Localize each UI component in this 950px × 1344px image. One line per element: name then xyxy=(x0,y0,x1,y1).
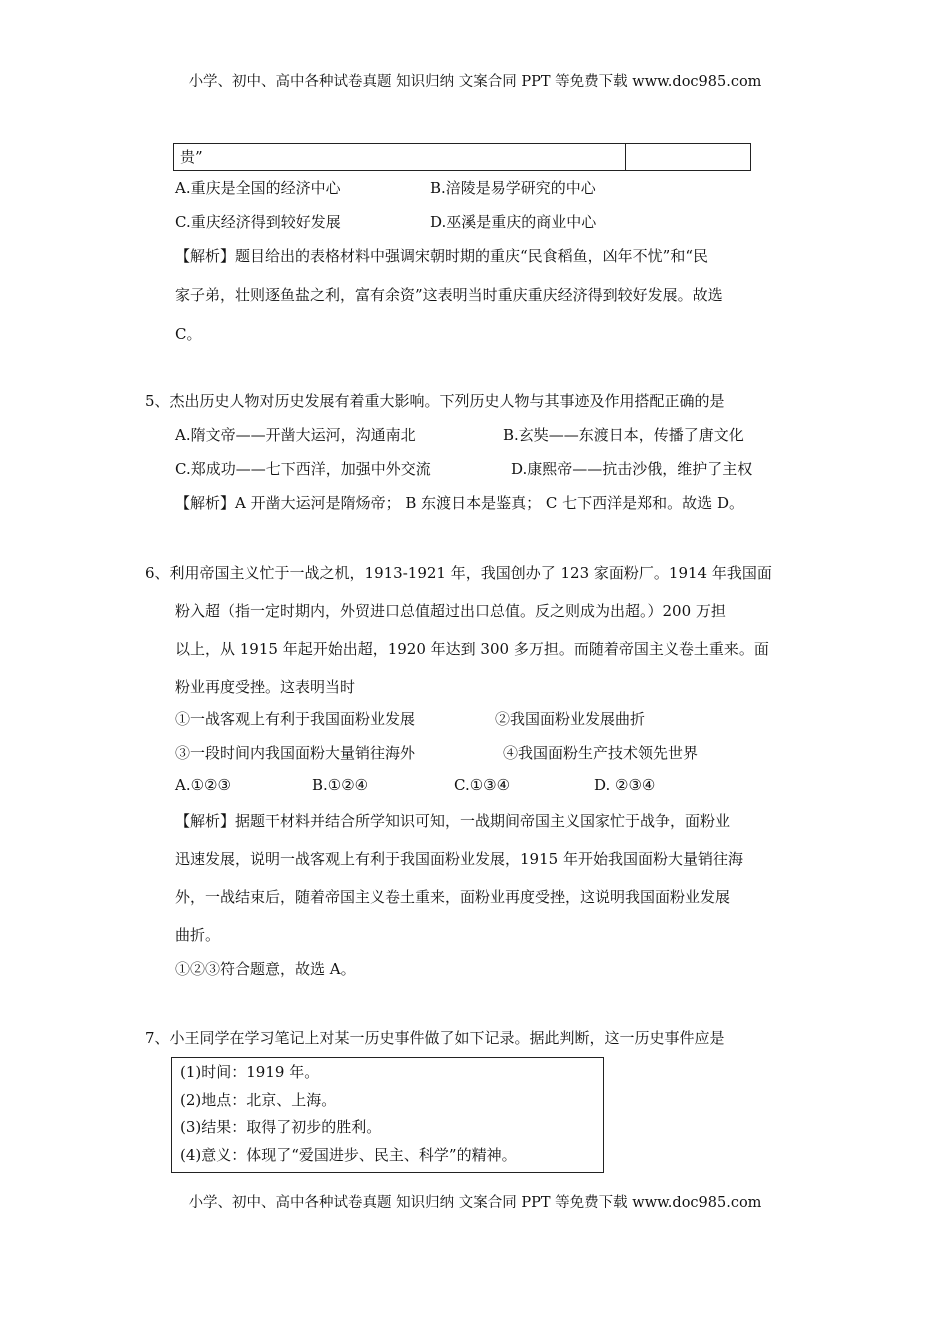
page-footer: 小学、初中、高中各种试卷真题 知识归纳 文案合同 PPT 等免费下载 www.doc985.com xyxy=(188,1195,762,1211)
q7-stem: 7、小王同学在学习笔记上对某一历史事件做了如下记录。据此判断，这一历史事件应是 xyxy=(145,1029,725,1047)
q6-stem-line: 粉入超（指一定时期内，外贸进口总值超过出口总值。反之则成为出超。）200 万担 xyxy=(175,602,726,620)
q5-option-c: C.郑成功——七下西洋，加强中外交流 xyxy=(175,460,431,478)
q7-note: (1)时间：1919 年。 xyxy=(180,1063,320,1081)
q7-note: (4)意义：体现了“爱国进步、民主、科学”的精神。 xyxy=(180,1146,517,1164)
q6-item-2: ②我国面粉业发展曲折 xyxy=(495,710,646,728)
q6-item-3: ③一段时间内我国面粉大量销往海外 xyxy=(175,744,416,762)
q4-option-b: B.涪陵是易学研究的中心 xyxy=(430,179,596,197)
q6-analysis-line: ①②③符合题意，故选 A。 xyxy=(175,960,356,978)
q7-notes-box xyxy=(171,1057,604,1173)
q6-stem-line: 6、利用帝国主义忙于一战之机，1913-1921 年，我国创办了 123 家面粉厂。1914 年我国面 xyxy=(145,564,772,582)
q5-stem: 5、杰出历史人物对历史发展有着重大影响。下列历史人物与其事迹及作用搭配正确的是 xyxy=(145,392,725,410)
q6-stem-line: 粉业再度受挫。这表明当时 xyxy=(175,678,356,696)
q6-option-a: A.①②③ xyxy=(175,776,231,794)
q6-analysis-line: 迅速发展，说明一战客观上有利于我国面粉业发展，1915 年开始我国面粉大量销往海 xyxy=(175,850,743,868)
q6-option-d: D. ②③④ xyxy=(594,776,656,794)
q4-table-fragment xyxy=(173,143,751,171)
q5-analysis: 【解析】A 开凿大运河是隋炀帝； B 东渡日本是鉴真； C 七下西洋是郑和。故选 D。 xyxy=(175,494,744,512)
q6-item-1: ①一战客观上有利于我国面粉业发展 xyxy=(175,710,416,728)
page-header: 小学、初中、高中各种试卷真题 知识归纳 文案合同 PPT 等免费下载 www.doc985.com xyxy=(188,74,762,90)
q5-option-b: B.玄奘——东渡日本，传播了唐文化 xyxy=(503,426,744,444)
q4-analysis-line: 【解析】题目给出的表格材料中强调宋朝时期的重庆“民食稻鱼，凶年不忧”和“民 xyxy=(175,247,709,265)
q5-option-d: D.康熙帝——抗击沙俄，维护了主权 xyxy=(511,460,753,478)
q4-option-a: A.重庆是全国的经济中心 xyxy=(175,179,341,197)
q4-analysis-line: 家子弟，壮则逐鱼盐之利，富有余资”这表明当时重庆重庆经济得到较好发展。故选 xyxy=(175,286,723,304)
q4-table-cell: 贵” xyxy=(174,144,626,170)
q6-option-c: C.①③④ xyxy=(454,776,511,794)
q6-analysis-line: 曲折。 xyxy=(175,926,221,944)
q4-option-d: D.巫溪是重庆的商业中心 xyxy=(430,213,597,231)
q5-option-a: A.隋文帝——开凿大运河，沟通南北 xyxy=(175,426,416,444)
q4-option-c: C.重庆经济得到较好发展 xyxy=(175,213,341,231)
q7-note: (2)地点：北京、上海。 xyxy=(180,1091,337,1109)
q6-item-4: ④我国面粉生产技术领先世界 xyxy=(503,744,699,762)
q6-analysis-line: 外，一战结束后，随着帝国主义卷土重来，面粉业再度受挫，这说明我国面粉业发展 xyxy=(175,888,731,906)
q7-note: (3)结果：取得了初步的胜利。 xyxy=(180,1118,382,1136)
q6-stem-line: 以上，从 1915 年起开始出超，1920 年达到 300 多万担。而随着帝国主义卷土重来。面 xyxy=(175,640,769,658)
q6-analysis-line: 【解析】据题干材料并结合所学知识可知，一战期间帝国主义国家忙于战争，面粉业 xyxy=(175,812,731,830)
q4-analysis-line: C。 xyxy=(175,325,202,343)
q6-option-b: B.①②④ xyxy=(312,776,369,794)
